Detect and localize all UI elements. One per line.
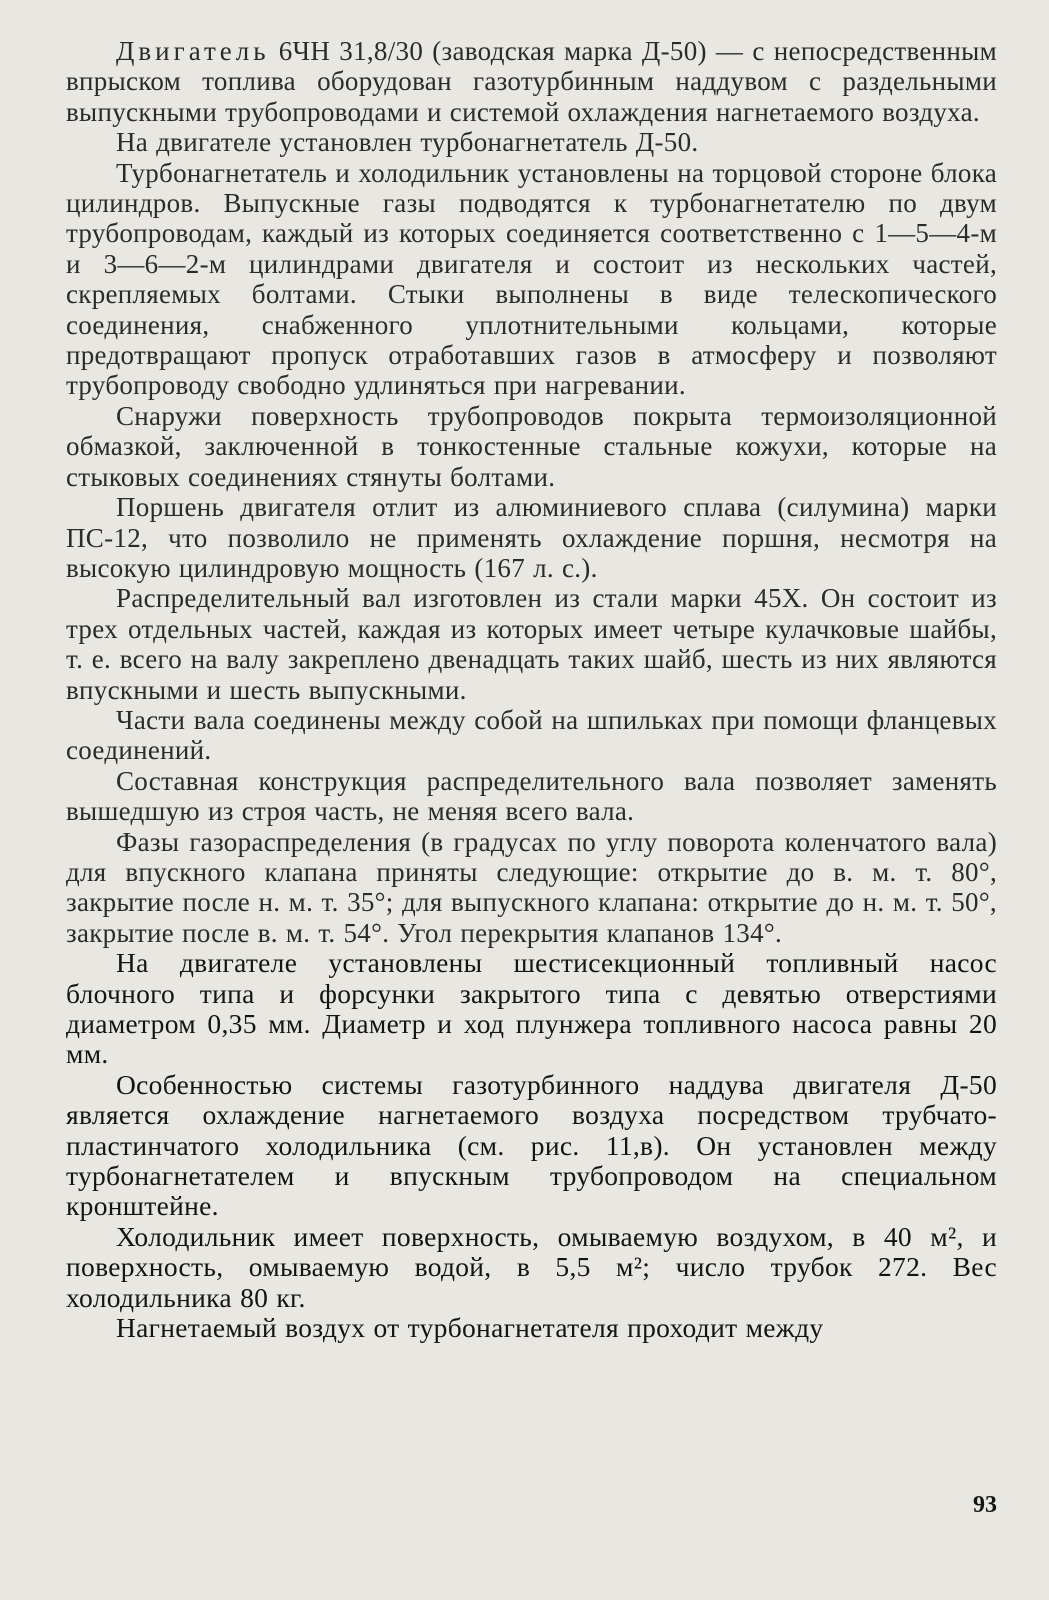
paragraph-shaft-construction: Составная конструкция распределительного вала позволяет заменять вышедшую из строя часть, не меняя всего вала. (66, 765, 997, 827)
paragraph-turbocharger: На двигателе установлен турбонагнетатель Д-50. (116, 127, 699, 158)
page-number: 93 (973, 1492, 997, 1518)
paragraph-air-flow: Нагнетаемый воздух от турбонагнетателя проходит между (116, 1312, 824, 1344)
paragraph-shaft-joints: Части вала соединены между собой на шпильках при помощи фланцевых соединений. (66, 704, 997, 766)
paragraph-insulation: Снаружи поверхность трубопроводов покрыта термоизоляционной обмазкой, заключенной в тонкостенные стальные кожухи, которые на стыковых соединениях стянуты болтами. (66, 400, 997, 492)
paragraph-lead-word: Двигатель (116, 36, 270, 66)
paragraph-valve-timing: Фазы газораспределения (в градусах по углу поворота коленчатого вала) для впускного клапана приняты следующие: открытие до в. м. т. 80°, закрытие после н. м. т. 35°; для выпускного клапана: открытие до н. м. т. 50°, закрытие после в. м. т. 54°. Угол перекрытия клапанов 134°. (66, 826, 997, 948)
paragraph-air-cooling: Особенностью системы газотурбинного наддува двигателя Д-50 является охлаждение нагнетаемого воздуха посредством трубчато-пластинчатого холодильника (см. рис. 11,в). Он установлен между турбонагнетателем и впускным трубопроводом на специальном кронштейне. (66, 1068, 997, 1222)
paragraph-fuel-pump: На двигателе установлены шестисекционный топливный насос блочного типа и форсунки закрытого типа с девятью отверстиями диаметром 0,35 мм. Диаметр и ход плунжера топливного насоса равны 20 мм. (66, 947, 997, 1070)
paragraph-engine-description (66, 36, 997, 127)
paragraph-camshaft: Распределительный вал изготовлен из стали марки 45Х. Он состоит из трех отдельных частей, каждая из которых имеет четыре кулачковые шайбы, т. е. всего на валу закреплено двенадцать таких шайб, шесть из них являются впускными и шесть выпускными. (66, 583, 997, 705)
paragraph-exhaust-pipes: Турбонагнетатель и холодильник установлены на торцовой стороне блока цилиндров. Выпускные газы подводятся к турбонагнетателю по двум трубопроводам, каждый из которых соединяется соответственно с 1—5—4-м и 3—6—2-м цилиндрами двигателя и состоит из нескольких частей, скрепляемых болтами. Стыки выполнены в виде телескопического соединения, снабженного уплотнительными кольцами, которые предотвращают пропуск отработавших газов в атмосферу и позволяют трубопроводу свободно удлиняться при нагревании. (66, 157, 997, 401)
paragraph-piston: Поршень двигателя отлит из алюминиевого сплава (силумина) марки ПС-12, что позволило не применять охлаждение поршня, несмотря на высокую цилиндровую мощность (167 л. с.). (66, 492, 997, 583)
paragraph-cooler-specs: Холодильник имеет поверхность, омываемую воздухом, в 40 м², и поверхность, омываемую водой, в 5,5 м²; число трубок 272. Вес холодильника 80 кг. (66, 1220, 997, 1313)
paragraph-text: 6ЧН 31,8/30 (заводская марка Д-50) — с непосредственным впрыском топлива оборудован газотурбинным наддувом с раздельными выпускными трубопроводами и системой охлаждения нагнетаемого воздуха. (66, 36, 997, 127)
